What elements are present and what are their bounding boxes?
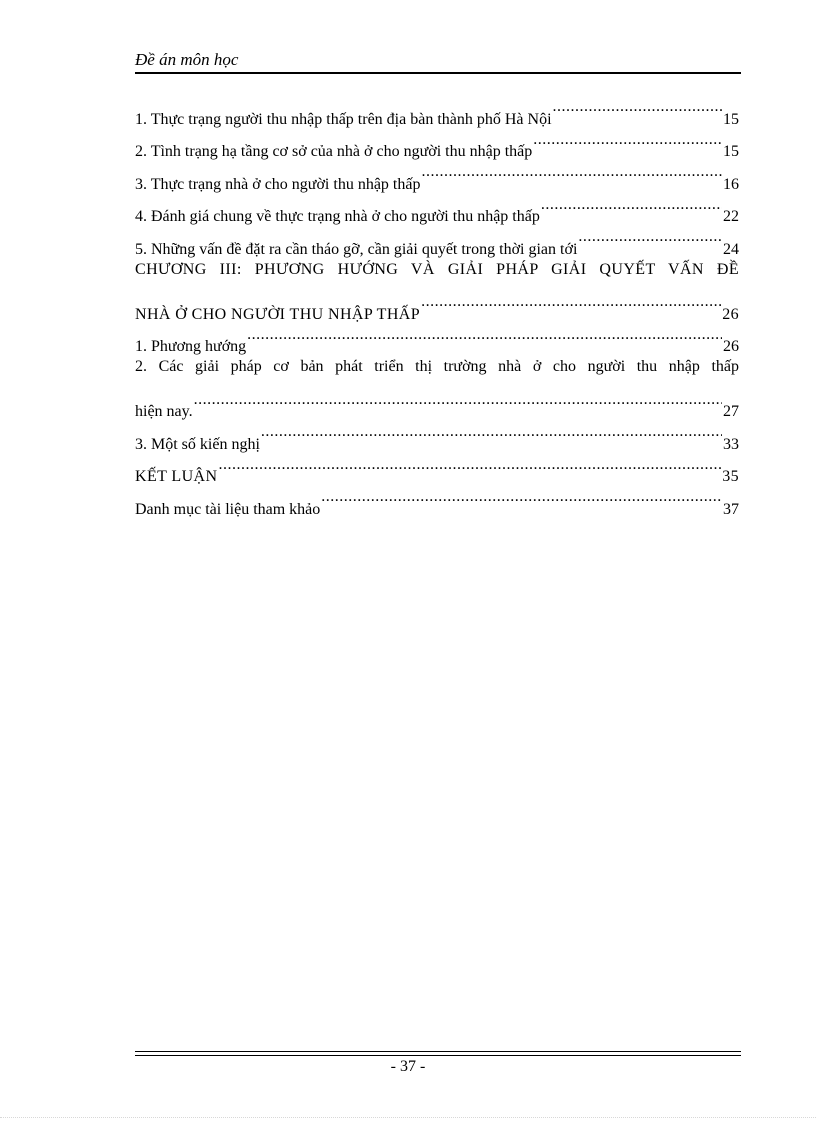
toc-entry-text: 1. Phương hướng <box>135 338 247 355</box>
toc-entry-page: 26 <box>722 305 739 323</box>
table-of-contents <box>135 91 739 518</box>
toc-entry-text: hiện nay. <box>135 403 193 420</box>
toc-entry-text: Danh mục tài liệu tham khảo <box>135 500 321 518</box>
toc-entry-text: 3. Thực trạng nhà ở cho người thu nhập thấp <box>135 175 421 193</box>
toc-leader-dots <box>247 319 722 352</box>
toc-leader-dots <box>578 221 722 254</box>
toc-leader-dots <box>218 449 721 482</box>
toc-entry <box>135 416 739 453</box>
toc-entry <box>135 449 739 485</box>
toc-leader-dots <box>194 384 722 417</box>
toc-leader-dots <box>261 416 722 449</box>
toc-entry <box>135 286 739 323</box>
toc-leader-dots <box>533 124 722 157</box>
toc-entry-page: 16 <box>723 175 739 193</box>
toc-entry-text: 3. Một số kiến nghị <box>135 435 260 453</box>
toc-entry-text: KẾT LUẬN <box>135 468 218 485</box>
toc-entry-text: 2. Các giải pháp cơ bản phát triển thị trường nhà ở cho người thu nhập thấp <box>135 358 739 375</box>
toc-entry-text: 1. Thực trạng người thu nhập thấp trên địa bàn thành phố Hà Nội <box>135 110 552 128</box>
toc-leader-dots <box>321 481 722 514</box>
toc-entry-page: 15 <box>723 110 739 128</box>
toc-entry-text: 2. Tình trạng hạ tầng cơ sở của nhà ở cho người thu nhập thấp <box>135 143 533 160</box>
toc-leader-dots <box>553 91 722 124</box>
toc-entry-page: 27 <box>723 403 739 420</box>
toc-entry-page: 22 <box>723 208 739 225</box>
toc-leader-dots <box>421 156 722 189</box>
toc-entry <box>135 351 739 384</box>
page-number: - 37 - <box>390 1058 426 1075</box>
toc-entry-page: 37 <box>723 500 739 518</box>
page-edge-divider <box>0 1117 816 1118</box>
toc-entry-page: 35 <box>722 468 739 485</box>
toc-entry-page: 15 <box>723 143 739 160</box>
toc-chapter-heading <box>135 254 739 287</box>
toc-entry-text: 4. Đánh giá chung về thực trạng nhà ở cho người thu nhập thấp <box>135 208 540 225</box>
toc-entry <box>135 91 739 128</box>
toc-entry-text: CHƯƠNG III: PHƯƠNG HƯỚNG VÀ GIẢI PHÁP GIẢI QUYẾT VẤN ĐỀ <box>135 260 739 278</box>
toc-entry-page: 33 <box>723 435 739 453</box>
toc-leader-dots <box>541 189 722 222</box>
toc-entry-text: NHÀ Ở CHO NGƯỜI THU NHẬP THẤP <box>135 305 421 323</box>
toc-entry <box>135 481 739 518</box>
toc-leader-dots <box>421 286 721 319</box>
toc-entry-page: 24 <box>723 240 739 258</box>
toc-entry <box>135 384 739 420</box>
toc-entry-page: 26 <box>723 338 739 355</box>
page-header <box>135 50 741 74</box>
header-title: Đề án môn học <box>135 50 239 69</box>
toc-entry-text: 5. Những vấn đề đặt ra cần tháo gỡ, cần giải quyết trong thời gian tới <box>135 240 578 258</box>
